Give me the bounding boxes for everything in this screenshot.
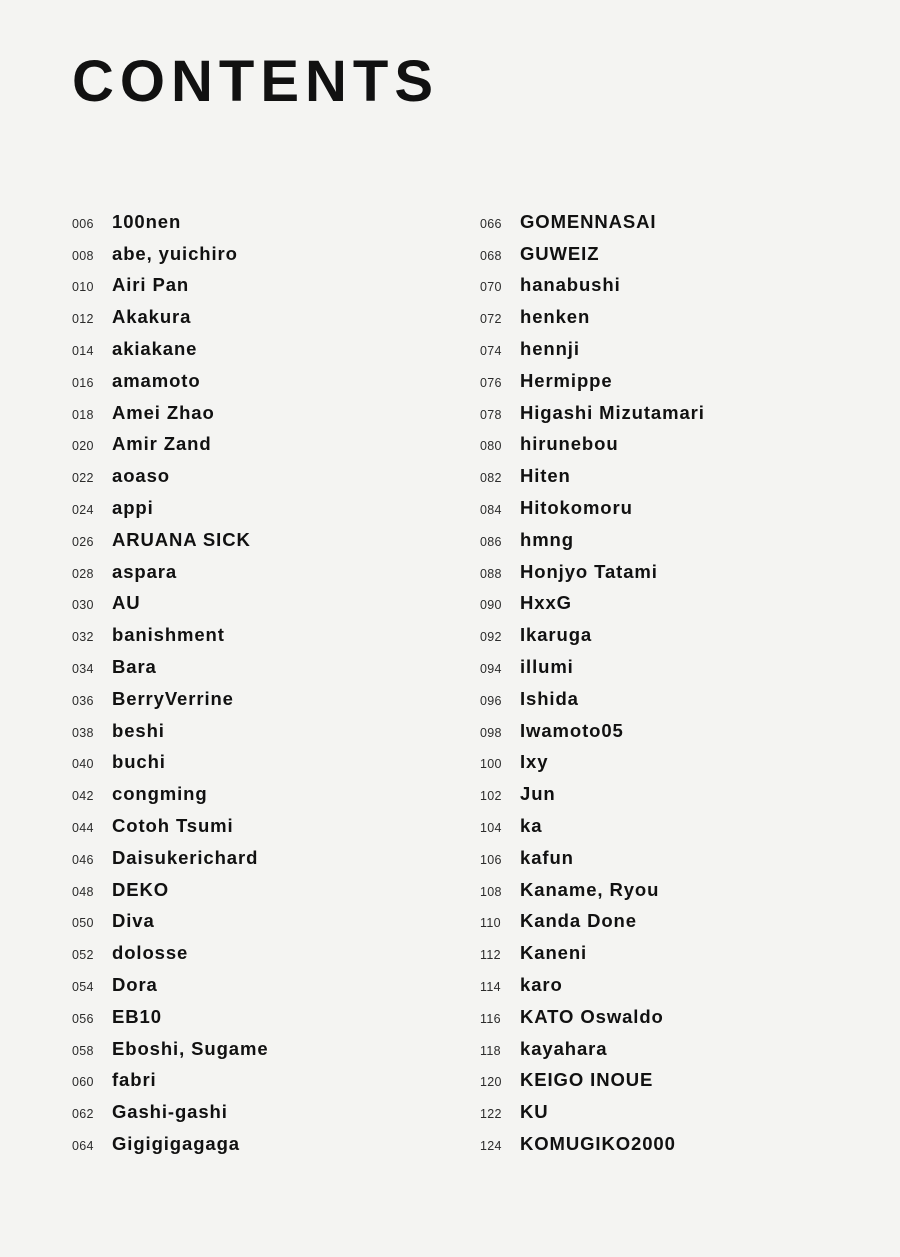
contents-entry[interactable] (72, 497, 472, 529)
entry-page-number: 070 (480, 280, 502, 295)
contents-entry[interactable] (480, 402, 880, 434)
entry-artist-name: Kanda Done (520, 910, 637, 932)
contents-entry[interactable] (72, 274, 472, 306)
entry-artist-name: kafun (520, 846, 574, 868)
contents-entry[interactable] (480, 529, 880, 561)
contents-entry[interactable] (72, 720, 472, 752)
entry-page-number: 020 (72, 439, 94, 454)
entry-artist-name: Iwamoto05 (520, 719, 624, 741)
contents-entry[interactable] (480, 847, 880, 879)
entry-page-number: 066 (480, 216, 502, 231)
entry-page-number: 068 (480, 248, 502, 263)
entry-artist-name: Kaneni (520, 942, 588, 964)
entry-page-number: 110 (480, 916, 501, 931)
contents-entry[interactable] (480, 1069, 880, 1101)
entry-artist-name: fabri (112, 1069, 157, 1091)
entry-artist-name: Ishida (520, 687, 579, 709)
entry-artist-name: Hermippe (520, 369, 613, 391)
contents-entry[interactable] (480, 720, 880, 752)
contents-entry[interactable] (480, 1006, 880, 1038)
contents-entry[interactable] (72, 561, 472, 593)
entry-artist-name: Kaname, Ryou (520, 878, 660, 900)
entry-page-number: 092 (480, 630, 502, 645)
entry-page-number: 014 (72, 344, 94, 359)
contents-entry[interactable] (72, 847, 472, 879)
entry-page-number: 034 (72, 662, 94, 677)
entry-page-number: 008 (72, 248, 94, 263)
entry-page-number: 024 (72, 503, 94, 518)
entry-page-number: 082 (480, 471, 502, 486)
contents-entry[interactable] (72, 751, 472, 783)
entry-artist-name: hanabushi (520, 274, 621, 296)
entry-page-number: 122 (480, 1107, 502, 1122)
contents-entry[interactable] (480, 465, 880, 497)
contents-entry[interactable] (72, 879, 472, 911)
entry-page-number: 048 (72, 884, 94, 899)
entry-artist-name: Hitokomoru (520, 497, 633, 519)
contents-entry[interactable] (480, 815, 880, 847)
entry-page-number: 010 (72, 280, 94, 295)
contents-entry[interactable] (480, 783, 880, 815)
entry-artist-name: beshi (112, 719, 165, 741)
entry-artist-name: buchi (112, 751, 166, 773)
entry-artist-name: Cotoh Tsumi (112, 815, 234, 837)
contents-entry[interactable] (480, 370, 880, 402)
contents-entry[interactable] (72, 942, 472, 974)
entry-artist-name: Airi Pan (112, 274, 190, 296)
entry-page-number: 112 (480, 948, 501, 963)
contents-entry[interactable] (480, 243, 880, 275)
entry-page-number: 076 (480, 375, 502, 390)
contents-entry[interactable] (480, 211, 880, 243)
contents-entry[interactable] (72, 1101, 472, 1133)
entry-page-number: 058 (72, 1043, 94, 1058)
entry-page-number: 044 (72, 821, 94, 836)
entry-artist-name: aoaso (112, 465, 170, 487)
entry-page-number: 012 (72, 312, 94, 327)
entry-artist-name: appi (112, 497, 154, 519)
entry-page-number: 102 (480, 789, 502, 804)
entry-page-number: 096 (480, 693, 502, 708)
entry-artist-name: ARUANA SICK (112, 528, 251, 550)
entry-page-number: 042 (72, 789, 94, 804)
entry-page-number: 098 (480, 725, 502, 740)
entry-artist-name: Diva (112, 910, 155, 932)
contents-entry[interactable] (72, 243, 472, 275)
entry-artist-name: GOMENNASAI (520, 210, 657, 232)
contents-entry[interactable] (72, 433, 472, 465)
contents-column-right (480, 211, 880, 1165)
entry-page-number: 072 (480, 312, 502, 327)
entry-page-number: 036 (72, 693, 94, 708)
entry-artist-name: AU (112, 592, 141, 614)
contents-entry[interactable] (480, 338, 880, 370)
contents-entry[interactable] (480, 879, 880, 911)
entry-page-number: 038 (72, 725, 94, 740)
entry-artist-name: ka (520, 815, 543, 837)
entry-page-number: 060 (72, 1075, 94, 1090)
contents-column-left (72, 211, 472, 1165)
entry-artist-name: henken (520, 306, 591, 328)
entry-page-number: 084 (480, 503, 502, 518)
entry-artist-name: amamoto (112, 369, 201, 391)
contents-entry[interactable] (72, 624, 472, 656)
contents-entry[interactable] (72, 688, 472, 720)
contents-entry[interactable] (480, 306, 880, 338)
entry-page-number: 022 (72, 471, 94, 486)
entry-artist-name: Ixy (520, 751, 549, 773)
entry-page-number: 046 (72, 852, 94, 867)
entry-artist-name: Hiten (520, 465, 571, 487)
entry-artist-name: illumi (520, 656, 574, 678)
entry-artist-name: dolosse (112, 942, 189, 964)
entry-artist-name: congming (112, 783, 208, 805)
contents-entry[interactable] (480, 910, 880, 942)
contents-entry[interactable] (480, 624, 880, 656)
contents-entry[interactable] (72, 338, 472, 370)
entry-artist-name: KEIGO INOUE (520, 1069, 654, 1091)
entry-page-number: 026 (72, 534, 94, 549)
contents-entry[interactable] (72, 1069, 472, 1101)
entry-artist-name: Amei Zhao (112, 401, 215, 423)
entry-artist-name: aspara (112, 560, 178, 582)
contents-entry[interactable] (72, 370, 472, 402)
entry-page-number: 018 (72, 407, 94, 422)
entry-artist-name: Dora (112, 974, 158, 996)
contents-entry[interactable] (480, 561, 880, 593)
entry-page-number: 050 (72, 916, 94, 931)
entry-artist-name: KOMUGIKO2000 (520, 1133, 676, 1154)
entry-artist-name: karo (520, 974, 563, 996)
entry-page-number: 086 (480, 534, 502, 549)
contents-entry[interactable] (72, 656, 472, 688)
entry-artist-name: KU (520, 1101, 549, 1123)
contents-entry[interactable] (480, 656, 880, 688)
entry-page-number: 032 (72, 630, 94, 645)
contents-columns (72, 211, 838, 1165)
entry-page-number: 078 (480, 407, 502, 422)
entry-page-number: 108 (480, 884, 502, 899)
entry-page-number: 064 (72, 1139, 94, 1153)
entry-artist-name: 100nen (112, 210, 182, 232)
entry-artist-name: Eboshi, Sugame (112, 1037, 269, 1059)
contents-entry[interactable] (72, 1133, 472, 1165)
contents-entry[interactable] (72, 592, 472, 624)
entry-artist-name: kayahara (520, 1037, 608, 1059)
entry-page-number: 120 (480, 1075, 502, 1090)
entry-page-number: 062 (72, 1107, 94, 1122)
entry-page-number: 006 (72, 216, 94, 231)
entry-artist-name: Higashi Mizutamari (520, 401, 705, 423)
entry-artist-name: banishment (112, 624, 225, 646)
entry-artist-name: hennji (520, 338, 580, 360)
entry-page-number: 088 (480, 566, 502, 581)
entry-artist-name: Akakura (112, 306, 192, 328)
contents-entry[interactable] (72, 306, 472, 338)
entry-artist-name: akiakane (112, 338, 198, 360)
entry-page-number: 040 (72, 757, 94, 772)
entry-page-number: 104 (480, 821, 502, 836)
entry-page-number: 056 (72, 1011, 94, 1026)
contents-entry[interactable] (72, 1038, 472, 1070)
entry-artist-name: Gigigigagaga (112, 1133, 240, 1154)
entry-page-number: 030 (72, 598, 94, 613)
contents-entry[interactable] (480, 1133, 880, 1165)
entry-artist-name: BerryVerrine (112, 687, 234, 709)
entry-page-number: 124 (480, 1139, 502, 1153)
contents-entry[interactable] (72, 815, 472, 847)
contents-entry[interactable] (480, 751, 880, 783)
contents-entry[interactable] (72, 910, 472, 942)
contents-entry[interactable] (72, 211, 472, 243)
contents-entry[interactable] (480, 592, 880, 624)
entry-artist-name: abe, yuichiro (112, 242, 238, 264)
contents-entry[interactable] (480, 274, 880, 306)
page-title: CONTENTS (72, 49, 439, 114)
entry-page-number: 052 (72, 948, 94, 963)
entry-page-number: 106 (480, 852, 502, 867)
contents-entry[interactable] (480, 942, 880, 974)
entry-page-number: 028 (72, 566, 94, 581)
entry-page-number: 054 (72, 980, 94, 995)
entry-artist-name: Honjyo Tatami (520, 560, 658, 582)
entry-artist-name: hmng (520, 528, 574, 550)
contents-entry[interactable] (72, 974, 472, 1006)
entry-artist-name: Ikaruga (520, 624, 593, 646)
contents-entry[interactable] (480, 1038, 880, 1070)
entry-artist-name: Gashi-gashi (112, 1101, 228, 1123)
entry-artist-name: hirunebou (520, 433, 619, 455)
entry-artist-name: HxxG (520, 592, 572, 614)
entry-page-number: 016 (72, 375, 94, 390)
contents-entry[interactable] (72, 465, 472, 497)
entry-artist-name: Bara (112, 656, 157, 678)
entry-page-number: 090 (480, 598, 502, 613)
contents-entry[interactable] (480, 688, 880, 720)
entry-artist-name: Jun (520, 783, 556, 805)
entry-page-number: 114 (480, 980, 501, 995)
contents-entry[interactable] (480, 433, 880, 465)
contents-entry[interactable] (480, 497, 880, 529)
contents-entry[interactable] (72, 1006, 472, 1038)
contents-entry[interactable] (72, 529, 472, 561)
contents-entry[interactable] (480, 1101, 880, 1133)
entry-page-number: 100 (480, 757, 502, 772)
entry-page-number: 118 (480, 1043, 501, 1058)
entry-artist-name: KATO Oswaldo (520, 1005, 664, 1027)
entry-artist-name: EB10 (112, 1005, 162, 1027)
entry-artist-name: DEKO (112, 878, 170, 900)
entry-artist-name: Daisukerichard (112, 846, 259, 868)
entry-page-number: 094 (480, 662, 502, 677)
entry-artist-name: Amir Zand (112, 433, 212, 455)
contents-entry[interactable] (72, 783, 472, 815)
entry-artist-name: GUWEIZ (520, 242, 600, 264)
contents-entry[interactable] (480, 974, 880, 1006)
contents-entry[interactable] (72, 402, 472, 434)
entry-page-number: 074 (480, 344, 502, 359)
entry-page-number: 080 (480, 439, 502, 454)
entry-page-number: 116 (480, 1011, 501, 1026)
